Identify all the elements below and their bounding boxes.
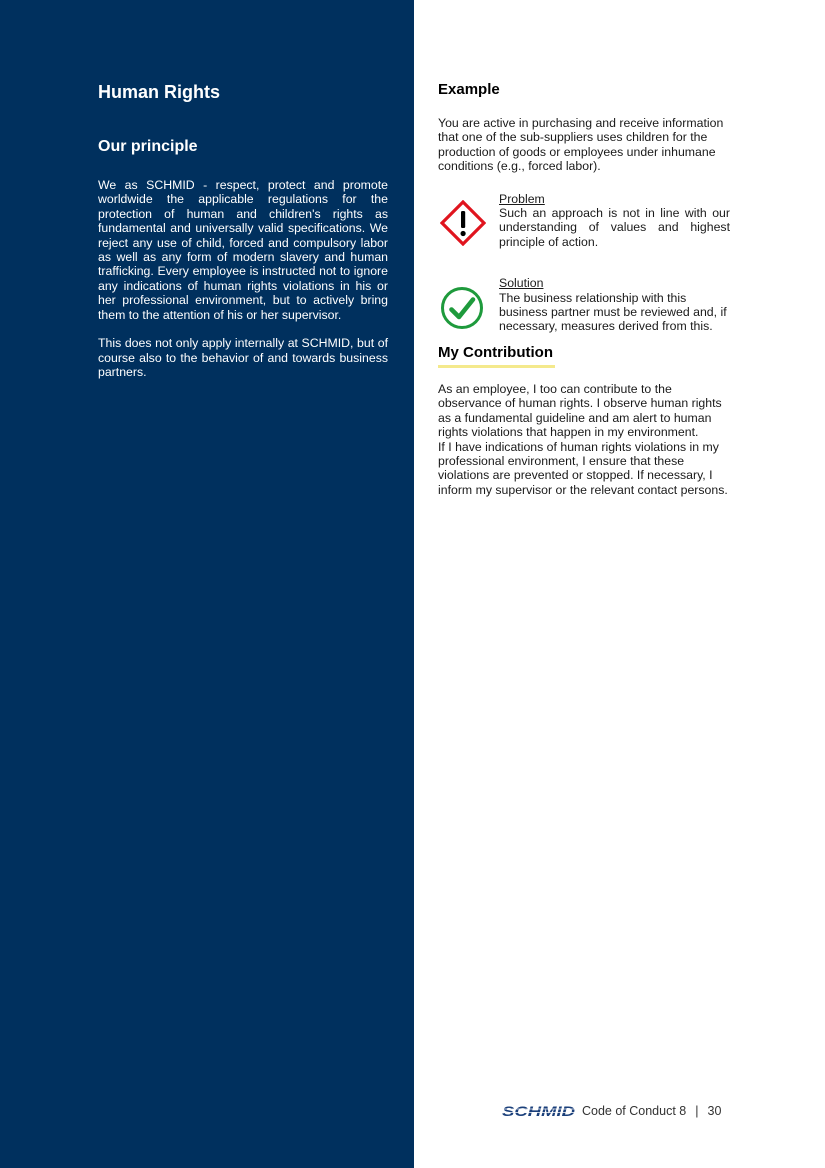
- problem-body: [499, 192, 730, 250]
- section-subtitle: Our principle: [98, 138, 198, 155]
- left-content: [98, 80, 388, 394]
- logo-text: SCHMID: [502, 1104, 576, 1118]
- problem-label: Problem: [499, 191, 545, 206]
- problem-callout: [438, 192, 730, 250]
- document-title: Code of Conduct 8: [582, 1104, 687, 1118]
- hazard-warning-icon: [440, 200, 486, 246]
- principle-paragraph: We as SCHMID - respect, protect and promote worldwide the applicable regulations for the protection of human and children's rights as fundamental and universally valid specifications. We reject any use of child, forced and compulsory labor as well as any form of modern slavery and human trafficking. Every employee is instructed not to ignore any indications of human rights violations in his or her professional environment, but to actively bring them to the attention of his or her supervisor.: [98, 178, 388, 322]
- page-footer: [502, 1102, 721, 1120]
- principle-paragraph: This does not only apply internally at SCHMID, but of course also to the behavior of and towards business partners.: [98, 336, 388, 380]
- solution-label: Solution: [499, 276, 544, 291]
- contribution-paragraph: If I have indications of human rights violations in my professional environment, I ensure that these violations are prevented or stopped. If necessary, I inform my supervisor or the relevant contact persons.: [438, 439, 728, 497]
- footer-separator: |: [695, 1104, 699, 1118]
- solution-text: The business relationship with this business partner must be reviewed and, if necessary, measures derived from this.: [499, 290, 727, 334]
- principle-text: [98, 178, 388, 380]
- contribution-paragraph: As an employee, I too can contribute to the observance of human rights. I observe human rights as a fundamental guideline and am alert to human rights violations that happen in my environment.: [438, 381, 722, 440]
- contribution-heading: My Contribution: [438, 344, 555, 368]
- schmid-logo: [502, 1104, 576, 1118]
- example-text: You are active in purchasing and receive information that one of the sub-suppliers uses children for the production of goods or employees under inhumane conditions (e.g., forced labor).: [438, 116, 724, 174]
- checkmark-circle-icon: [440, 286, 484, 330]
- problem-text: Such an approach is not in line with our understanding of values and highest principle of action.: [499, 206, 730, 249]
- example-heading: Example: [438, 81, 500, 98]
- right-column: [438, 80, 730, 497]
- contribution-text: [438, 382, 730, 497]
- solution-body: [499, 276, 730, 334]
- solution-callout: [438, 276, 730, 334]
- page-number: 30: [707, 1104, 722, 1118]
- section-title: Human Rights: [98, 82, 221, 102]
